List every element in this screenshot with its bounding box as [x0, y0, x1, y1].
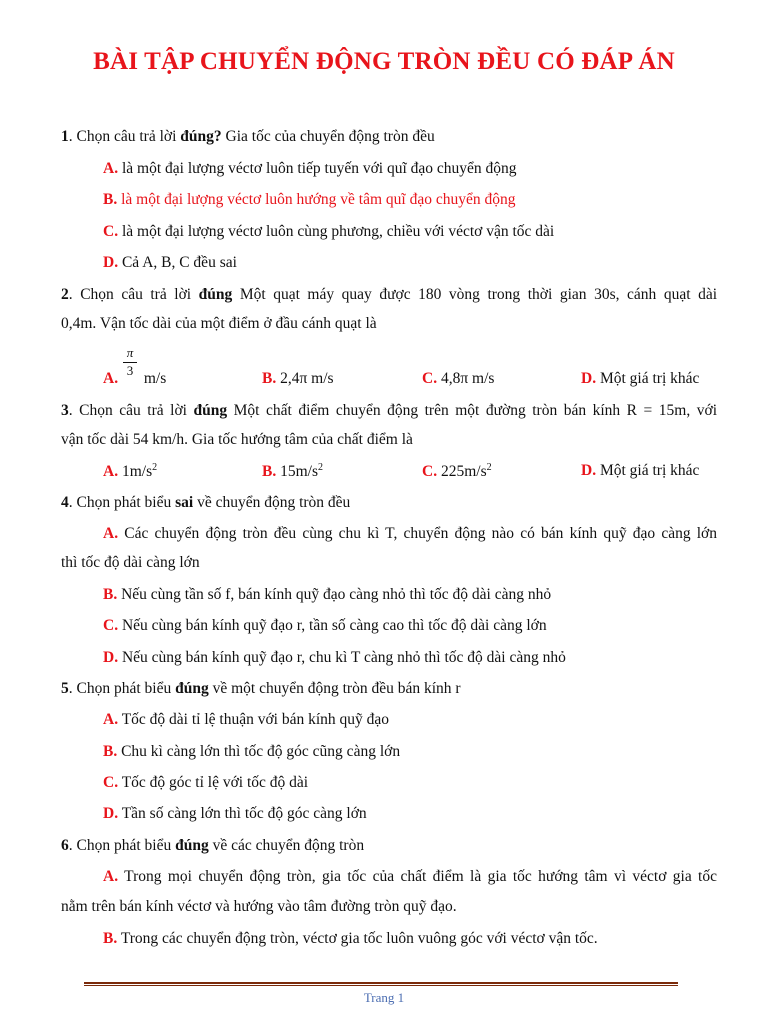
option-label: B.	[262, 370, 277, 387]
option-3c	[422, 462, 492, 481]
option-text: Tốc độ dài tỉ lệ thuận với bán kính quỹ đạo	[121, 711, 390, 728]
option-text: Trong các chuyển động tròn, véctơ gia tốc luôn vuông góc với véctơ vận tốc.	[120, 930, 598, 947]
footer-rule	[84, 982, 678, 984]
question-number: 2	[61, 286, 69, 303]
options-row-3	[103, 462, 717, 484]
option-label: C.	[422, 463, 438, 481]
option-label: D.	[103, 649, 119, 666]
option-text: Chu kì càng lớn thì tốc độ góc cũng càng lớn	[121, 743, 401, 760]
question-text: Gia tốc của chuyển động tròn đều	[221, 128, 435, 145]
page-number: Trang 1	[363, 990, 405, 1005]
option-2b	[262, 370, 334, 388]
option-label: C.	[422, 370, 438, 387]
option-4a-continued: thì tốc độ dài càng lớn	[61, 554, 200, 571]
option-2a	[103, 370, 166, 388]
option-text: Một giá trị khác	[599, 462, 700, 479]
question-number: 6	[61, 837, 69, 854]
option-4a	[103, 524, 717, 544]
question-keyword: đúng?	[180, 128, 222, 145]
option-label: D.	[103, 805, 119, 822]
question-number: 5	[61, 680, 69, 697]
question-6: 6. Chọn phát biểu đúng về các chuyển động tròn	[61, 837, 365, 854]
question-prefix: Chọn phát biểu	[76, 680, 176, 697]
footer-rule-thin	[84, 985, 678, 986]
question-text: về các chuyển động tròn	[208, 837, 365, 854]
question-text: về một chuyển động tròn đều bán kính r	[208, 680, 461, 697]
option-label: C.	[103, 774, 119, 791]
option-exponent: 2	[152, 462, 158, 473]
option-text: 4,8π m/s	[440, 370, 495, 387]
option-5b	[103, 742, 717, 762]
option-exponent: 2	[318, 462, 323, 473]
option-text: là một đại lượng véctơ luôn cùng phương, chiều với véctơ vận tốc dài	[121, 223, 555, 240]
option-1a	[103, 159, 717, 179]
option-3b	[262, 462, 323, 481]
option-label: C.	[103, 617, 119, 634]
page-title: BÀI TẬP CHUYỂN ĐỘNG TRÒN ĐỀU CÓ ĐÁP ÁN	[93, 48, 675, 75]
question-number: 4	[61, 494, 69, 511]
option-5a	[103, 710, 717, 730]
question-3: 3. Chọn câu trả lời đúng Một chất điểm chuyển động trên một đường tròn bán kính R = 15m, với	[61, 402, 717, 419]
question-prefix: Chọn câu trả lời	[76, 128, 181, 145]
question-2-continued: 0,4m. Vận tốc dài của một điểm ở đầu cánh quạt là	[61, 315, 377, 332]
question-keyword: đúng	[193, 402, 228, 419]
option-2c	[422, 370, 494, 388]
option-label: D.	[103, 254, 119, 271]
option-label: A.	[103, 370, 119, 387]
option-4c	[103, 616, 717, 636]
option-text: Nếu cùng bán kính quỹ đạo r, tần số càng cao thì tốc độ dài càng lớn	[121, 617, 547, 634]
question-keyword: đúng	[175, 680, 209, 697]
question-1: 1. Chọn câu trả lời đúng? Gia tốc của chuyển động tròn đều	[61, 128, 435, 145]
question-keyword: đúng	[198, 286, 233, 303]
option-label: B.	[262, 463, 277, 481]
option-5c	[103, 773, 717, 793]
option-text: Nếu cùng bán kính quỹ đạo r, chu kì T càng nhỏ thì tốc độ dài càng nhỏ	[121, 649, 566, 666]
question-keyword: đúng	[175, 837, 209, 854]
option-text: 15m/s	[280, 463, 318, 481]
question-2: 2. Chọn câu trả lời đúng Một quạt máy quay được 180 vòng trong thời gian 30s, cánh quạt dài	[61, 286, 718, 303]
option-text: m/s	[143, 370, 167, 387]
option-label: C.	[103, 223, 119, 240]
option-label: A.	[103, 868, 119, 885]
option-4d	[103, 648, 717, 668]
fraction-denominator: 3	[126, 363, 134, 378]
option-text: 1m/s	[121, 463, 153, 481]
question-number: 1	[61, 128, 69, 145]
question-keyword: sai	[175, 494, 194, 511]
option-text: Tần số càng lớn thì tốc độ góc càng lớn	[121, 805, 367, 822]
question-text: Một chất điểm chuyển động trên một đường tròn bán kính R = 15m, với	[227, 402, 717, 419]
option-exponent: 2	[486, 462, 492, 473]
option-label: A.	[103, 525, 119, 542]
option-label: B.	[103, 191, 118, 208]
question-4: 4. Chọn phát biểu sai về chuyển động tròn đều	[61, 494, 351, 511]
option-label: D.	[581, 462, 597, 479]
option-text: 2,4π m/s	[280, 370, 334, 387]
option-text: Một giá trị khác	[599, 370, 700, 387]
option-label: A.	[103, 711, 119, 728]
option-4b	[103, 585, 717, 605]
option-6a-continued: nằm trên bán kính véctơ và hướng vào tâm đường tròn quỹ đạo.	[61, 898, 457, 915]
option-label: A.	[103, 463, 119, 481]
question-prefix: Chọn câu trả lời	[80, 286, 199, 303]
option-label: A.	[103, 160, 119, 177]
question-number: 3	[61, 402, 69, 419]
question-prefix: Chọn câu trả lời	[79, 402, 194, 419]
option-5d	[103, 804, 717, 824]
option-text: 225m/s	[440, 463, 487, 481]
option-3a	[103, 462, 157, 481]
option-text: Cả A, B, C đều sai	[121, 254, 237, 271]
option-label: D.	[581, 370, 597, 387]
fraction-numerator: π	[126, 345, 134, 360]
question-prefix: Chọn phát biểu	[76, 494, 176, 511]
question-prefix: Chọn phát biểu	[76, 837, 176, 854]
option-label: B.	[103, 743, 118, 760]
option-text: Các chuyển động tròn đều cùng chu kì T, chuyển động nào có bán kính quỹ đạo càng lớn	[124, 525, 718, 542]
option-text: Trong mọi chuyển động tròn, gia tốc của chất điểm là gia tốc hướng tâm vì véctơ gia tốc	[124, 868, 717, 885]
option-1c	[103, 222, 717, 242]
option-3d	[581, 462, 699, 480]
option-text: là một đại lượng véctơ luôn tiếp tuyến với quĩ đạo chuyển động	[121, 160, 517, 177]
option-1b-answer	[103, 190, 717, 210]
option-text: Tốc độ góc tỉ lệ với tốc độ dài	[121, 774, 309, 791]
option-label: B.	[103, 930, 118, 947]
option-2d	[581, 370, 699, 388]
option-label: B.	[103, 586, 118, 603]
question-text: Một quạt máy quay được 180 vòng trong thời gian 30s, cánh quạt dài	[232, 286, 718, 303]
question-text: về chuyển động tròn đều	[193, 494, 351, 511]
option-6b	[103, 929, 717, 949]
option-text: Nếu cùng tần số f, bán kính quỹ đạo càng nhỏ thì tốc độ dài càng nhỏ	[121, 586, 552, 603]
option-text: là một đại lượng véctơ luôn hướng về tâm quĩ đạo chuyển động	[121, 191, 516, 208]
question-5: 5. Chọn phát biểu đúng về một chuyển động tròn đều bán kính r	[61, 680, 461, 697]
options-row-2	[103, 370, 717, 392]
option-6a	[103, 867, 717, 887]
question-3-continued: vận tốc dài 54 km/h. Gia tốc hướng tâm của chất điểm là	[61, 431, 413, 448]
option-1d	[103, 253, 717, 273]
